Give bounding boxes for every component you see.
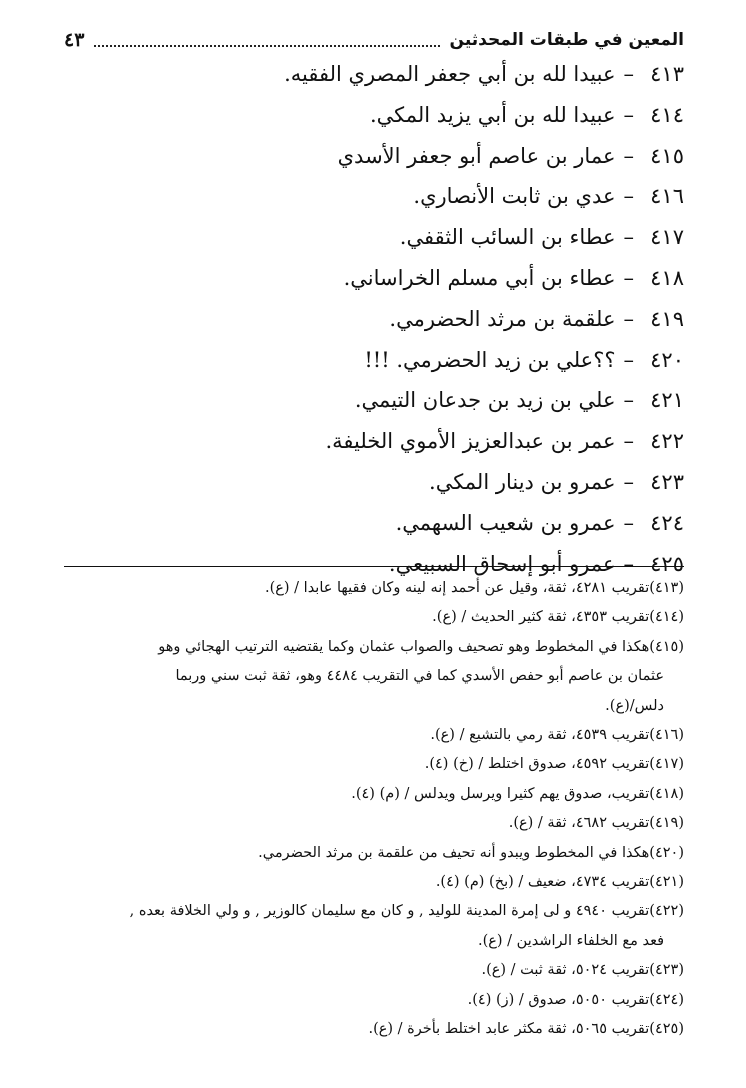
- footnote-text: تقريب ٥٠٥٠، صدوق / (ز) (٤).: [467, 991, 650, 1008]
- footnote: [64, 633, 684, 721]
- entry-name: عمرو بن دينار المكي.: [429, 469, 616, 494]
- entry-dash: –: [623, 62, 634, 86]
- footnote-text: فعد مع الخلفاء الراشدين / (ع).: [477, 932, 664, 949]
- footnote-number: (٤١٥): [649, 638, 684, 655]
- entry-dash: –: [623, 184, 634, 209]
- entry-name: ؟؟علي بن زيد الحضرمي. !!!: [364, 347, 616, 372]
- entry-dash: –: [623, 429, 634, 454]
- entry-number: ٤٢٥: [650, 551, 684, 576]
- footnote-list: [64, 574, 684, 1045]
- footnote-number: (٤٢٤): [649, 991, 684, 1008]
- footnote-text: تقريب ٤٦٨٢، ثقة / (ع).: [508, 815, 650, 832]
- entry-name: عبيدا لله بن أبي يزيد المكي.: [369, 102, 616, 127]
- footnote-text: تقريب ٥٠٢٤، ثقة ثبت / (ع).: [481, 962, 650, 979]
- footnote: [64, 721, 684, 750]
- footnote: [64, 809, 684, 838]
- entry-name: علقمة بن مرثد الحضرمي.: [389, 306, 616, 331]
- footnote-text: تقريب ٤٥٣٩، ثقة رمي بالتشيع / (ع).: [430, 727, 650, 744]
- entry-line: [64, 421, 684, 462]
- footnote-number: (٤١٨): [649, 785, 684, 802]
- entry-number: ٤١٥: [650, 143, 684, 168]
- entry-dash: –: [623, 225, 634, 250]
- footnote: [64, 574, 684, 603]
- entry-list: [64, 54, 684, 584]
- entry-dash: –: [623, 510, 634, 535]
- entry-line: [64, 217, 684, 258]
- entry-name: عطاء بن السائب الثقفي.: [399, 225, 616, 250]
- entry-number: ٤١٣: [650, 62, 684, 86]
- entry-number: ٤١٤: [650, 102, 684, 127]
- entry-line: [64, 258, 684, 299]
- entry-dash: –: [623, 306, 634, 331]
- entry-number: ٤١٨: [650, 265, 684, 290]
- entry-name: عبيدا لله بن أبي جعفر المصري الفقيه.: [284, 62, 616, 86]
- footnote-number: (٤١٣): [649, 580, 684, 596]
- footnote-text: دلس/(ع).: [605, 697, 664, 714]
- entry-name: عمار بن عاصم أبو جعفر الأسدي: [337, 143, 616, 168]
- entry-number: ٤٢١: [650, 388, 684, 413]
- footnote: [64, 868, 684, 897]
- entry-name: عطاء بن أبي مسلم الخراساني.: [343, 265, 616, 290]
- entry-number: ٤٢٣: [650, 469, 684, 494]
- footnote-text: تقريب ٤٢٨١، ثقة، وقيل عن أحمد إنه لينه وكان فقيها عابدا / (ع).: [264, 580, 650, 596]
- entry-name: عمرو بن شعيب السهمي.: [395, 510, 616, 535]
- footnote: [64, 603, 684, 632]
- footnote-text: تقريب ٤٧٣٤، ضعيف / (بخ) (م) (٤).: [435, 874, 650, 891]
- entry-number: ٤٢٠: [650, 347, 684, 372]
- entry-dash: –: [623, 143, 634, 168]
- entry-number: ٤٢٢: [650, 429, 684, 454]
- footnote: [64, 780, 684, 809]
- entry-dash: –: [623, 347, 634, 372]
- entry-dash: –: [623, 551, 634, 576]
- footnote: [64, 1015, 684, 1044]
- footnote-text: تقريب ٤٥٩٢، صدوق اختلط / (خ) (٤).: [424, 756, 650, 773]
- page-number: ٤٣: [64, 29, 85, 51]
- entry-number: ٤١٩: [650, 306, 684, 331]
- running-header: [64, 26, 684, 54]
- footnote-number: (٤٢٥): [649, 1021, 684, 1038]
- footnote-text: تقريب ٤٣٥٣، ثقة كثير الحديث / (ع).: [432, 609, 650, 626]
- footnote-number: (٤٢٢): [649, 903, 684, 920]
- footnote-text: تقريب، صدوق يهم كثيرا ويرسل ويدلس / (م) (٤).: [351, 785, 650, 802]
- footnote: [64, 956, 684, 985]
- footnote-separator: [64, 566, 684, 567]
- footnote-number: (٤٢٣): [649, 962, 684, 979]
- entry-number: ٤١٦: [650, 184, 684, 209]
- footnote-text: عثمان بن عاصم أبو حفص الأسدي كما في التقريب ٤٤٨٤ وهو، ثقة ثبت سني وربما: [175, 668, 664, 685]
- entry-name: عمرو أبو إسحاق السبيعي.: [388, 551, 616, 576]
- entry-line: [64, 340, 684, 381]
- footnote: [64, 897, 684, 956]
- entry-dash: –: [623, 265, 634, 290]
- entry-number: ٤١٧: [650, 225, 684, 250]
- entry-name: علي بن زيد بن جدعان التيمي.: [354, 388, 616, 413]
- header-dot-leader: [94, 45, 439, 47]
- running-header-title: المعين في طبقات المحدثين: [449, 30, 684, 50]
- entry-line: [64, 380, 684, 421]
- footnote: [64, 839, 684, 868]
- entry-dash: –: [623, 469, 634, 494]
- entry-line: [64, 299, 684, 340]
- footnote-text: هكذا في المخطوط ويبدو أنه تحيف من علقمة بن مرثد الحضرمي.: [258, 844, 650, 861]
- footnote-text: تقريب ٥٠٦٥، ثقة مكثر عابد اختلط بأخرة / (ع).: [368, 1021, 650, 1038]
- entry-line: [64, 462, 684, 503]
- entry-line: [64, 95, 684, 136]
- footnote-text: هكذا في المخطوط وهو تصحيف والصواب عثمان وكما يقتضيه الترتيب الهجائي وهو: [158, 638, 650, 655]
- entry-dash: –: [623, 388, 634, 413]
- entry-line: [64, 503, 684, 544]
- entry-dash: –: [623, 102, 634, 127]
- entry-name: عدي بن ثابت الأنصاري.: [413, 184, 616, 209]
- footnote: [64, 986, 684, 1015]
- footnote-number: (٤١٧): [649, 756, 684, 773]
- entry-name: عمر بن عبدالعزيز الأموي الخليفة.: [325, 429, 616, 454]
- entry-line: [64, 54, 684, 95]
- entry-number: ٤٢٤: [650, 510, 684, 535]
- footnote-number: (٤٢١): [649, 874, 684, 891]
- footnote-number: (٤٢٠): [649, 844, 684, 861]
- entry-line: [64, 136, 684, 177]
- footnote-number: (٤١٩): [649, 815, 684, 832]
- footnote: [64, 750, 684, 779]
- footnote-text: تقريب ٤٩٤٠ و لى إمرة المدينة للوليد , و كان مع سليمان كالوزير , و ولي الخلافة بعده ,: [129, 903, 650, 920]
- entry-line: [64, 176, 684, 217]
- footnote-number: (٤١٤): [649, 609, 684, 626]
- footnote-number: (٤١٦): [649, 727, 684, 744]
